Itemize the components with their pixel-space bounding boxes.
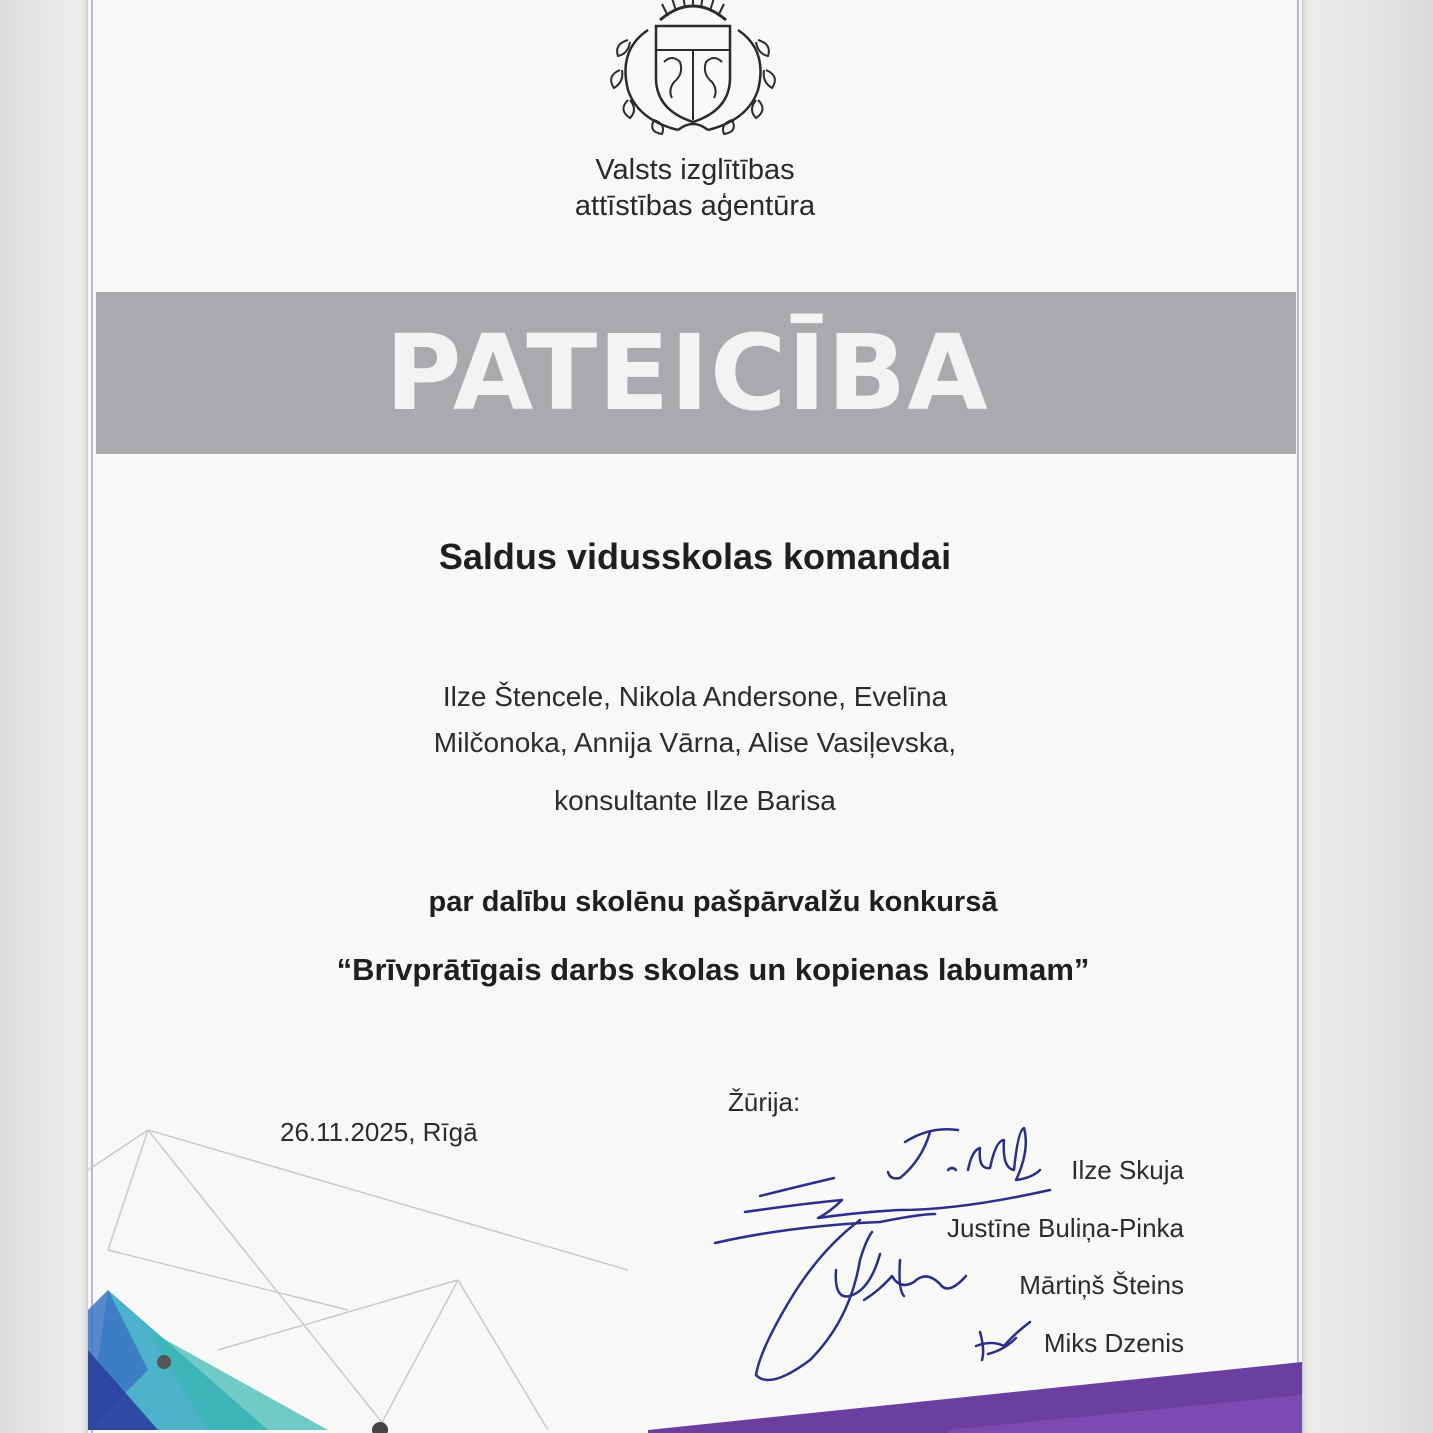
consultant: konsultante Ilze Barisa	[554, 785, 836, 816]
agency-name	[88, 152, 1302, 224]
reason: par dalību skolēnu pašpārvalžu konkursā	[428, 886, 998, 918]
certificate-sheet	[88, 0, 1302, 1433]
recipient: Saldus vidusskolas komandai	[438, 536, 952, 577]
members-line1: Ilze Štencele, Nikola Andersone, Evelīna	[442, 681, 948, 712]
agency-name-line2: attīstības aģentūra	[574, 190, 816, 222]
contest-name: “Brīvprātīgais darbs skolas un kopienas labumam”	[336, 952, 1090, 987]
latvia-coat-of-arms-icon	[598, 0, 788, 140]
team-members	[88, 674, 1302, 766]
title-banner	[96, 292, 1296, 454]
jury-list	[947, 1142, 1184, 1372]
jury-member: Mārtiņš Šteins	[1019, 1270, 1184, 1300]
jury-member: Miks Dzenis	[1043, 1327, 1184, 1358]
certificate-title: PATEICĪBA	[385, 312, 989, 434]
jury-label: Žūrija:	[728, 1087, 801, 1117]
date-place: 26.11.2025, Rīgā	[280, 1117, 478, 1147]
jury-member: Justīne Buliņa-Pinka	[946, 1212, 1184, 1243]
jury-member: Ilze Skuja	[1071, 1155, 1184, 1185]
agency-name-line1: Valsts izglītības	[595, 154, 795, 186]
members-line2: Milčonoka, Annija Vārna, Alise Vasiļevska,	[433, 727, 957, 758]
